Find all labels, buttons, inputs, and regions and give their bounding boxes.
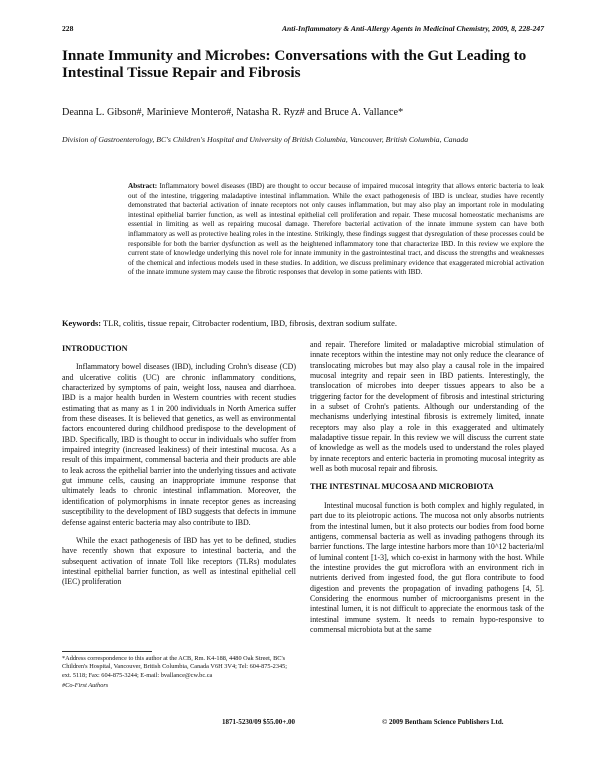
journal-citation: Anti-Inflammatory & Anti-Allergy Agents in Medicinal Chemistry, 2009, 8, 228-247 [281,24,544,33]
affiliation: Division of Gastroenterology, BC's Children's Hospital and University of British Columbia, Vancouver, British Columbia, Canada [62,135,469,144]
article-title: Innate Immunity and Microbes: Conversations with the Gut Leading to Intestinal Tissue Repair and Fibrosis [62,47,527,81]
abstract-label: Abstract: [128,182,158,190]
author-list: Deanna L. Gibson#, Marinieve Montero#, Natasha R. Ryz# and Bruce A. Vallance* [62,107,404,118]
page-number: 228 [62,24,74,33]
correspondence-footnote: *Address correspondence to this author at the ACB, Rm. K4-188, 4480 Oak Street, BC's Children's Hospital, Vancouver, British Columbia, Canada V6H 3V4; Tel: 604-875-2345; ext. 5118; Fax: 604-875-3244; E-mail: bvallance@cw.bc.ca [62,655,288,679]
footnote-rule [62,651,152,652]
body-paragraph: While the exact pathogenesis of IBD has yet to be defined, studies have recently shown that exposure to intestinal bacteria, and the subsequent activation of innate Toll like receptors (TLRs) modulates intestinal epithelial barrier function, as well as intestinal epithelial cell (IEC) proliferation [62,535,296,587]
body-paragraph: Intestinal mucosal function is both complex and highly regulated, in part due to its pleiotropic actions. The mucosa not only absorbs nutrients from the intestinal lumen, but it also protects our bodies from food borne antigens, commensal bacteria as well as invading pathogens through its barrier functions. The large intestine harbors more than 10^12 bacteria/ml of luminal content [1-3], which co-exist in harmony with the host. While the intestine provides the gut microflora with an environment rich in nutrients derived from ingested food, the gut flora contribute to food digestion and prevents the propagation of invading pathogens [4, 5]. Considering the enormous number of microorganisms present in the intestinal lumen, it is not difficult to appreciate the enormous task of the intestinal immune system. It needs to remain hypo-responsive to commensal microbiota but at the same [310,500,544,634]
keywords-label: Keywords: [62,319,102,328]
running-header [62,24,544,36]
body-paragraph: and repair. Therefore limited or maladaptive microbial stimulation of innate receptors within the intestine may not only reduce the clearance of translocating microbes but may also play a causal role in the impaired mucosal integrity and repair seen in IBD patients. Interestingly, the translocation of microbes into deeper tissues appears to also be a triggering factor for the development of fibrosis and intestinal stricturing in a subset of Crohn's patients. Although our understanding of the mechanisms underlying intestinal fibrosis is extremely limited, innate receptors may also play a role in this exaggerated and ultimately maladaptive tissue repair. In this review we will discuss the current state of knowledge as well as the models used to understand the roles played by innate receptors and enteric bacteria in promoting mucosal integrity as well as both mucosal repair and fibrosis. [310,340,544,474]
abstract [128,182,544,278]
section-heading-mucosa: THE INTESTINAL MUCOSA AND MICROBIOTA [310,482,494,492]
keywords-text: TLR, colitis, tissue repair, Citrobacter rodentium, IBD, fibrosis, dextran sodium sulfate. [103,319,397,328]
right-column [310,340,544,643]
keywords [62,319,544,328]
co-first-footnote: #Co-First Authors [62,682,109,690]
issn-price: 1871-5230/09 $55.00+.00 [222,718,296,726]
left-column [62,340,296,596]
page-footer [62,718,544,730]
body-paragraph: Inflammatory bowel diseases (IBD), including Crohn's disease (CD) and ulcerative colitis (UC) are chronic inflammatory conditions, characterized by symptoms of pain, weight loss, nausea and diarrhoea. IBD is a major health burden in Western countries with recent studies estimating that as many as 1 in 200 individuals in North America suffer from these diseases. It is believed that genetics, as well as environmental factors encountered during childhood predispose to the development of IBD. Specifically, IBD is thought to occur in individuals who suffer from impaired integrity (increased leakiness) of their intestinal mucosa. As a result of this impairment, commensal bacteria and their products are able to leak across the epithelial barrier into the underlying tissues and activate gut immune cells, causing an inappropriate immune response that ultimately leads to chronic intestinal inflammation. Moreover, the identification of polymorphisms in innate receptor genes as increasing susceptibility to the development of IBD suggests that defects in immune defense against enteric bacteria may also contribute to IBD. [62,362,296,527]
section-heading-introduction: INTRODUCTION [62,344,128,353]
footnotes [62,655,296,691]
abstract-text: Inflammatory bowel diseases (IBD) are thought to occur because of impaired mucosal integrity that allows enteric bacteria to leak out of the intestine, triggering maladaptive intestinal inflammation. While the exact pathogenesis of IBD is unclear, studies have recently demonstrated that bacterial activation of innate receptors not only causes inflammation, but may also play an important role in modulating intestinal epithelial barrier function, as well as intestinal epithelial cell proliferation and repair. These mucosal homeostatic mechanisms are essential in limiting as well as repairing mucosal damage. Therefore bacterial activation of the innate immune system can have both inflammatory as well as protective healing roles in the intestine. Strikingly, these findings suggest that dysregulation of these processes could be responsible for both the barrier dysfunction as well as the heightened inflammatory tone that characterize IBD. In this review we explore the current state of knowledge underlying this novel role for innate immunity in the gastrointestinal tract, and discuss the strengths and weaknesses of the chemical and infectious models used in these studies. In addition, we discuss preliminary evidence that exaggerated microbial activation of the innate immune system may cause the fibrotic responses that develop in some patients with IBD. [128,182,544,277]
copyright: © 2009 Bentham Science Publishers Ltd. [382,718,504,726]
